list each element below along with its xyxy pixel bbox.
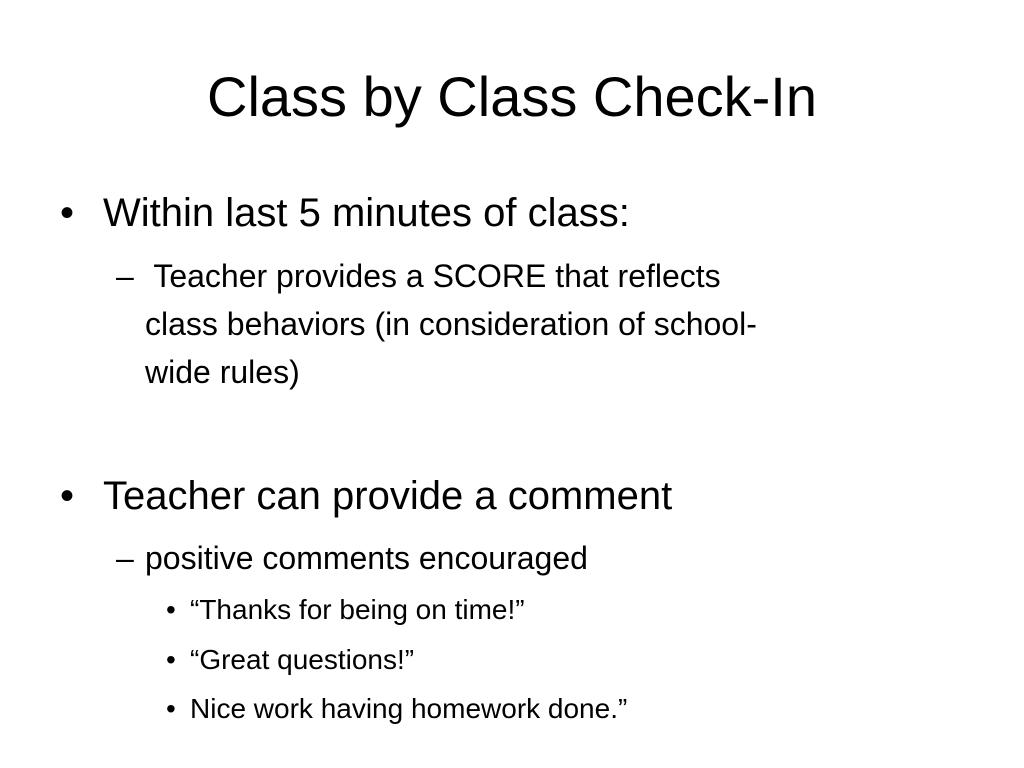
sub-bullet-continuation [145, 300, 757, 348]
dash-marker: – [116, 258, 134, 294]
bullet-text: Teacher can provide a comment [103, 474, 673, 518]
bullet-marker: • [60, 474, 75, 518]
bullet-marker: • [166, 693, 176, 724]
sub-sub-bullet-text: “Great questions!” [190, 644, 415, 675]
slide-title: Class by Class Check-In [207, 65, 817, 128]
sub-bullet-line: Teacher provides a SCORE that reflects [145, 258, 721, 294]
sub-bullet-line: wide rules) [145, 354, 300, 390]
bullet-marker: • [60, 191, 75, 235]
dash-marker: – [116, 540, 134, 576]
bullet-marker: • [166, 644, 176, 675]
sub-bullet-line: class behaviors (in consideration of school- [145, 306, 757, 342]
bullet-text: Within last 5 minutes of class: [103, 191, 630, 235]
sub-bullet-continuation [145, 348, 300, 396]
bullet-marker: • [166, 594, 176, 625]
sub-sub-bullet-text: Nice work having homework done.” [190, 693, 628, 724]
sub-sub-bullet-text: “Thanks for being on time!” [190, 594, 525, 625]
sub-bullet-text: positive comments encouraged [145, 540, 588, 576]
